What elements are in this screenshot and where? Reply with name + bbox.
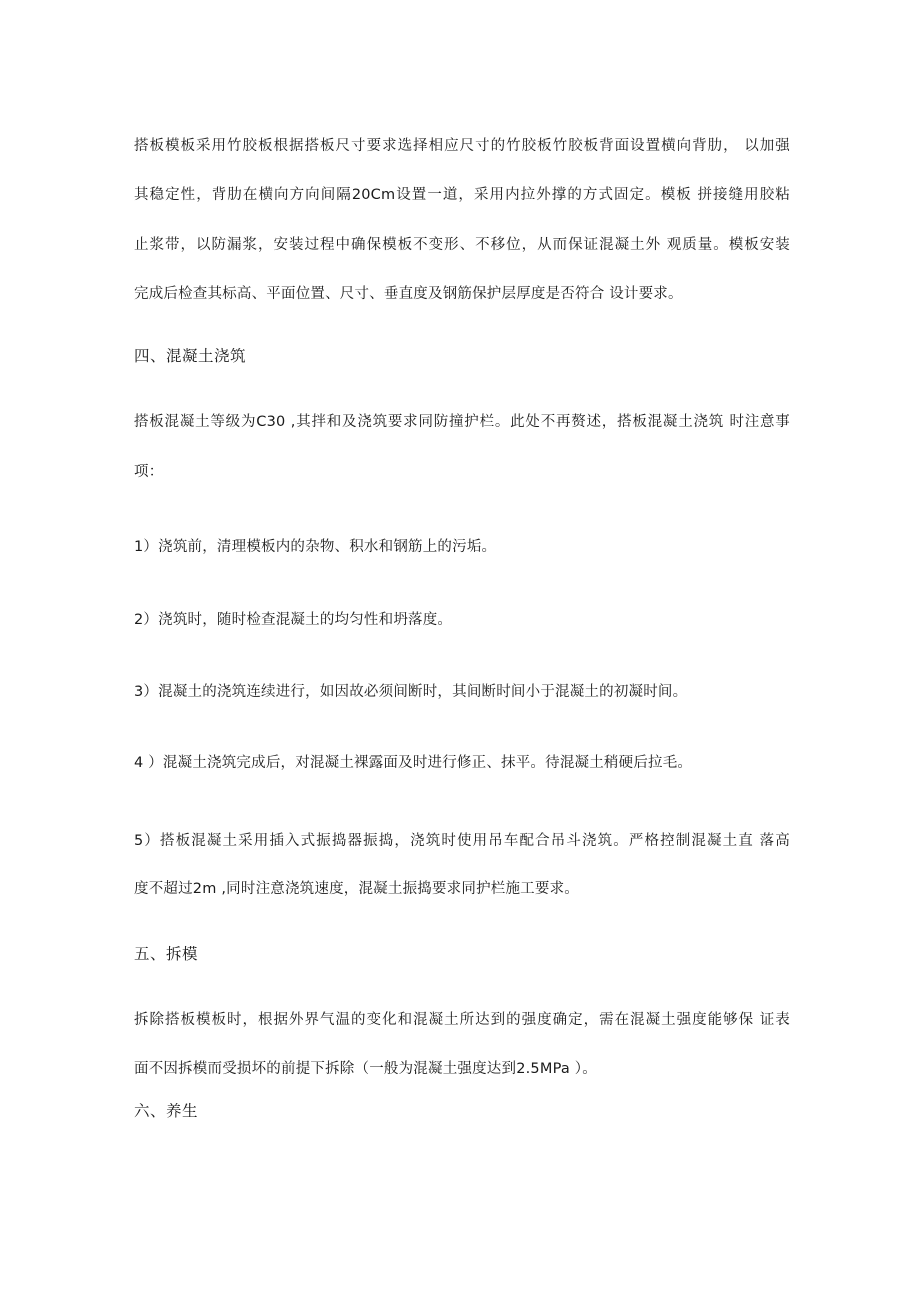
section-5-text-line-2: 面不因拆模而受损坏的前提下拆除（一般为混凝土强度达到2.5MPa ）。 xyxy=(134,1061,597,1077)
formwork-line-2: 其稳定性，背肋在横向方向间隔20Cm设置一道，采用内拉外撑的方式固定。模板 拼接缝用胶粘 xyxy=(134,187,790,203)
list-item-3: 3）混凝土的浇筑连续进行，如因故必须间断时，其间断时间小于混凝土的初凝时间。 xyxy=(134,684,688,700)
list-item-1: 1）浇筑前，清理模板内的杂物、积水和钢筋上的污垢。 xyxy=(134,539,497,555)
list-item-5-line-1: 5）搭板混凝土采用插入式振捣器振捣，浇筑时使用吊车配合吊斗浇筑。严格控制混凝土直 落高 xyxy=(134,833,790,849)
formwork-line-4: 完成后检查其标高、平面位置、尺寸、垂直度及钢筋保护层厚度是否符合 设计要求。 xyxy=(134,286,683,302)
section-5-text-line-1: 拆除搭板模板时，根据外界气温的变化和混凝土所达到的强度确定，需在混凝土强度能够保 证表 xyxy=(134,1012,790,1028)
section-4-intro-line-1: 搭板混凝土等级为C30 ,其拌和及浇筑要求同防撞护栏。此处不再赘述，搭板混凝土浇筑 时注意事 xyxy=(134,414,790,430)
section-4-intro-line-2: 项： xyxy=(134,464,164,480)
formwork-line-1: 搭板模板采用竹胶板根据搭板尺寸要求选择相应尺寸的竹胶板竹胶板背面设置横向背肋， 以加强 xyxy=(134,138,790,154)
section-6-title: 六、养生 xyxy=(134,1102,199,1120)
list-item-5-line-2: 度不超过2m ,同时注意浇筑速度，混凝土振捣要求同护栏施工要求。 xyxy=(134,881,579,897)
list-item-4: 4 ）混凝土浇筑完成后，对混凝土裸露面及时进行修正、抹平。待混凝土稍硬后拉毛。 xyxy=(134,755,693,771)
formwork-line-3: 止浆带，以防漏浆，安装过程中确保模板不变形、不移位，从而保证混凝土外 观质量。模板安装 xyxy=(134,237,790,253)
section-5-title: 五、拆模 xyxy=(134,945,199,963)
section-4-title: 四、混凝土浇筑 xyxy=(134,347,247,365)
list-item-2: 2）浇筑时，随时检查混凝土的均匀性和坍落度。 xyxy=(134,612,453,628)
